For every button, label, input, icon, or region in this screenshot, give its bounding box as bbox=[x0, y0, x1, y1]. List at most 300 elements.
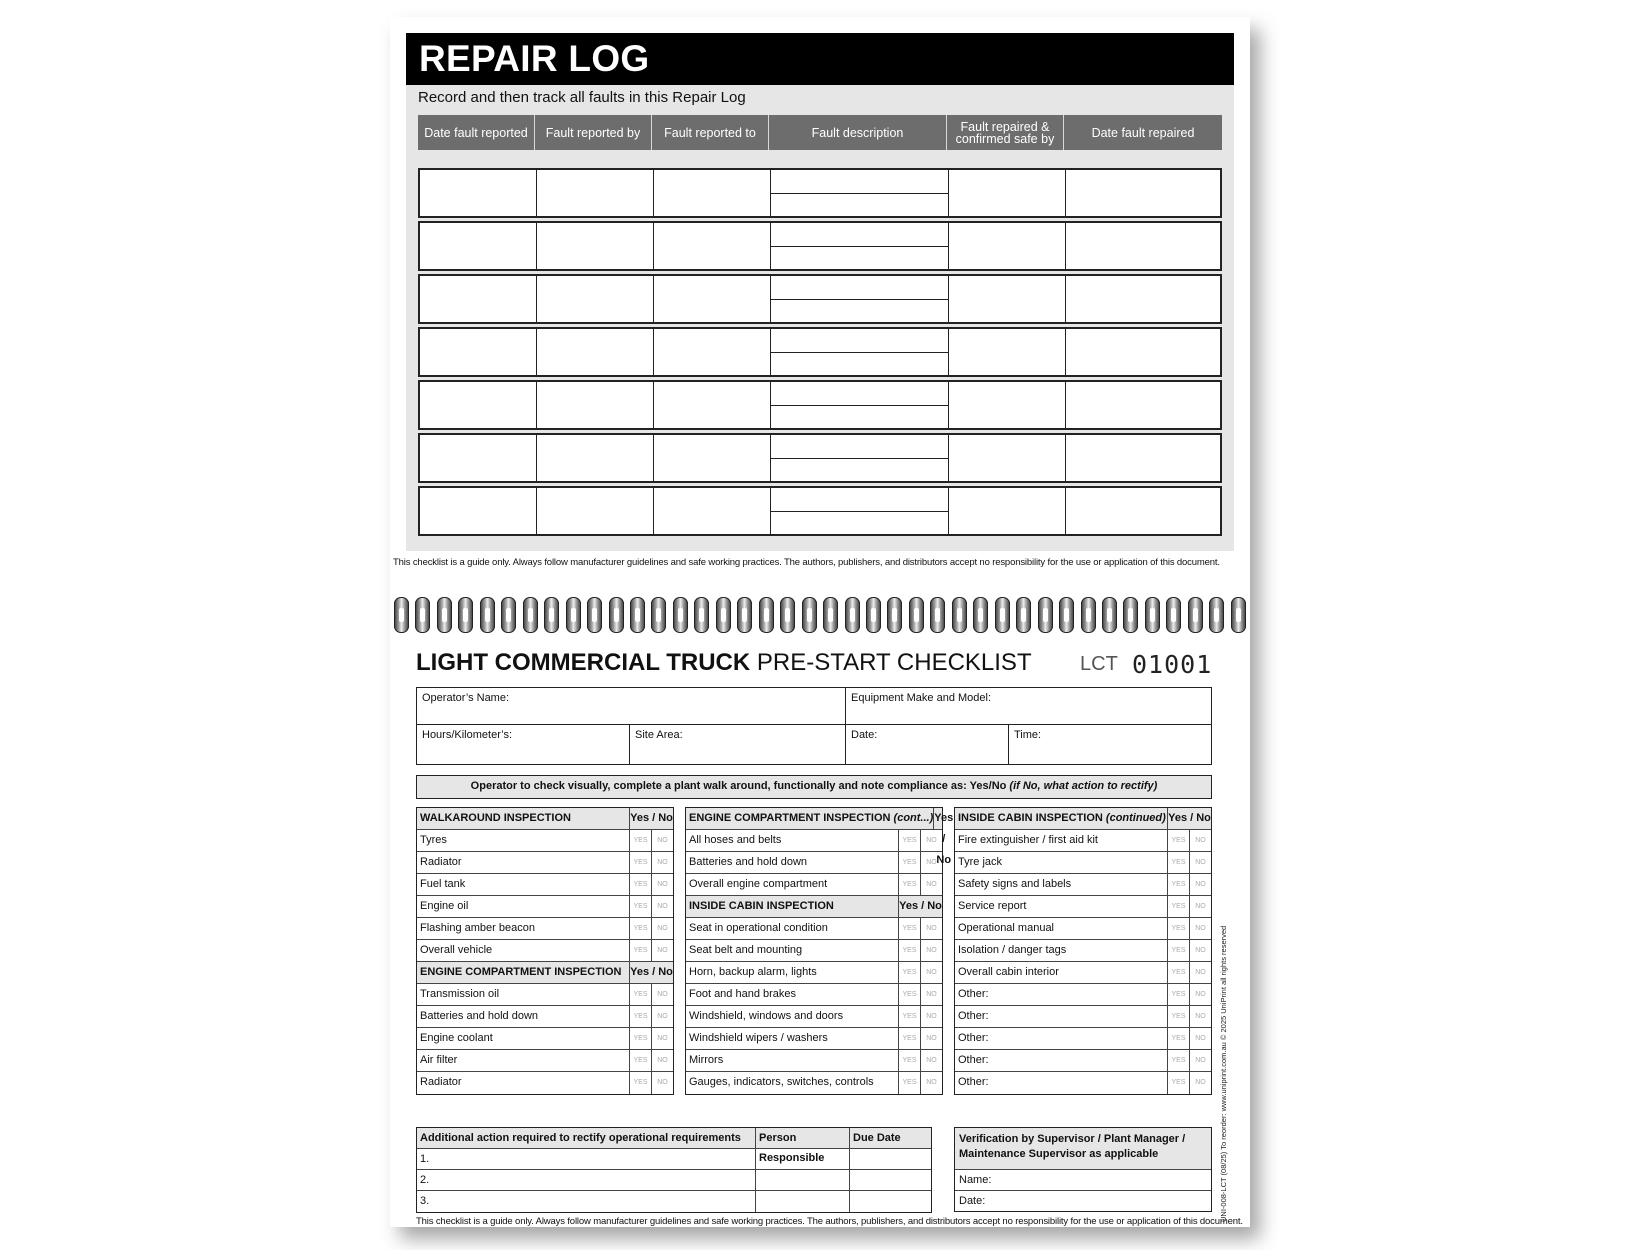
no-checkbox[interactable]: NO bbox=[920, 918, 942, 939]
checklist-item-label: Other: bbox=[958, 1010, 989, 1022]
repair-log-cell[interactable] bbox=[949, 170, 1066, 216]
operator-name-field[interactable]: Operator’s Name: bbox=[422, 692, 510, 704]
section-title bbox=[686, 896, 898, 917]
section-title-text: ENGINE COMPARTMENT INSPECTION bbox=[420, 966, 622, 978]
person-cell[interactable] bbox=[755, 1170, 849, 1190]
instruction-italic: (if No, what action to rectify) bbox=[1009, 780, 1158, 792]
description-line[interactable] bbox=[771, 382, 948, 406]
repair-log-cell[interactable] bbox=[654, 488, 771, 534]
yes-checkbox[interactable]: YES bbox=[1167, 896, 1189, 917]
yes-checkbox[interactable]: YES bbox=[898, 984, 920, 1005]
repair-log-cell[interactable] bbox=[420, 382, 537, 428]
no-checkbox[interactable]: NO bbox=[920, 874, 942, 895]
action-row-number[interactable]: 3. bbox=[420, 1195, 430, 1207]
yes-checkbox[interactable]: YES bbox=[1167, 984, 1189, 1005]
description-line[interactable] bbox=[771, 406, 948, 429]
spiral-coil bbox=[995, 597, 1010, 633]
repair-log-cell[interactable] bbox=[537, 382, 654, 428]
yes-checkbox[interactable]: YES bbox=[629, 830, 651, 851]
checklist-item-label: Other: bbox=[958, 988, 989, 1000]
checklist-item-label: Engine oil bbox=[420, 900, 469, 912]
spiral-coil bbox=[1081, 597, 1096, 633]
spiral-coil bbox=[1188, 597, 1203, 633]
no-checkbox[interactable]: NO bbox=[920, 1028, 942, 1049]
repair-log-cell[interactable] bbox=[1066, 276, 1220, 322]
section-title-text: INSIDE CABIN INSPECTION bbox=[689, 900, 834, 912]
checklist-item-label: Other: bbox=[958, 1076, 989, 1088]
repair-log-cell[interactable] bbox=[537, 276, 654, 322]
repair-log-subtitle: Record and then track all faults in this Repair Log bbox=[418, 89, 746, 106]
checklist-item bbox=[417, 1072, 673, 1094]
column-header: Fault reported by bbox=[535, 115, 652, 150]
yes-checkbox[interactable]: YES bbox=[898, 918, 920, 939]
description-line[interactable] bbox=[771, 435, 948, 459]
yes-no-header: Yes / No bbox=[1167, 808, 1211, 829]
repair-log-cell[interactable] bbox=[537, 488, 654, 534]
checklist-item-label: Gauges, indicators, switches, controls bbox=[689, 1076, 874, 1088]
reorder-note: UNI-008-LCT (08/25) To reorder: www.uniprint.com.au © 2025 UniPrint all rights reserved bbox=[1219, 925, 1228, 1222]
yes-checkbox[interactable]: YES bbox=[1167, 1006, 1189, 1027]
spiral-coil bbox=[1231, 597, 1246, 633]
checklist-item-label: Seat belt and mounting bbox=[689, 944, 803, 956]
no-checkbox[interactable]: NO bbox=[1189, 1006, 1211, 1027]
description-line[interactable] bbox=[771, 329, 948, 353]
no-checkbox[interactable]: NO bbox=[920, 1072, 942, 1094]
repair-log-cell[interactable] bbox=[949, 382, 1066, 428]
repair-log-row[interactable] bbox=[418, 433, 1222, 483]
checklist-item-label: Other: bbox=[958, 1032, 989, 1044]
spiral-coil bbox=[394, 597, 409, 633]
verification-box bbox=[954, 1127, 1212, 1212]
checklist-item-label: Windshield wipers / washers bbox=[689, 1032, 828, 1044]
action-table-header bbox=[417, 1128, 931, 1164]
repair-log-row[interactable] bbox=[418, 221, 1222, 271]
yes-checkbox[interactable]: YES bbox=[629, 852, 651, 873]
column-header: Fault reported to bbox=[652, 115, 769, 150]
checklist-item bbox=[955, 896, 1211, 918]
spiral-coil bbox=[1016, 597, 1031, 633]
checklist-item-label: Fire extinguisher / first aid kit bbox=[958, 834, 1098, 846]
section-title bbox=[417, 962, 629, 983]
yes-checkbox[interactable]: YES bbox=[1167, 940, 1189, 961]
repair-log-cell[interactable] bbox=[420, 170, 537, 216]
yes-checkbox[interactable]: YES bbox=[1167, 830, 1189, 851]
checklist-item bbox=[686, 852, 942, 874]
spiral-coil bbox=[802, 597, 817, 633]
yes-no-header: Yes / No bbox=[629, 962, 673, 983]
section-title bbox=[955, 808, 1167, 829]
checklist-column-1 bbox=[416, 807, 674, 1095]
column-header: Date fault repaired bbox=[1091, 125, 1195, 140]
repair-log-cell[interactable] bbox=[420, 435, 537, 481]
no-checkbox[interactable]: NO bbox=[651, 1072, 673, 1094]
description-line[interactable] bbox=[771, 459, 948, 482]
hours-field[interactable]: Hours/Kilometer’s: bbox=[422, 729, 513, 741]
no-checkbox[interactable]: NO bbox=[1189, 1028, 1211, 1049]
fault-description-cell[interactable] bbox=[771, 223, 949, 269]
checklist-item bbox=[417, 1006, 673, 1028]
yes-checkbox[interactable]: YES bbox=[1167, 918, 1189, 939]
spiral-coil bbox=[458, 597, 473, 633]
no-checkbox[interactable]: NO bbox=[1189, 830, 1211, 851]
no-checkbox[interactable]: NO bbox=[651, 1028, 673, 1049]
checklist-item bbox=[955, 940, 1211, 962]
yes-checkbox[interactable]: YES bbox=[629, 896, 651, 917]
checklist-item bbox=[417, 1028, 673, 1050]
divider bbox=[845, 688, 846, 764]
no-checkbox[interactable]: NO bbox=[920, 984, 942, 1005]
spiral-coil bbox=[694, 597, 709, 633]
yes-checkbox[interactable]: YES bbox=[629, 1050, 651, 1071]
checklist-item-label: Isolation / danger tags bbox=[958, 944, 1067, 956]
checklist-item-label: Operational manual bbox=[958, 922, 1055, 934]
no-checkbox[interactable]: NO bbox=[1189, 1050, 1211, 1071]
checklist-item-label: Radiator bbox=[420, 856, 462, 868]
repair-log-cell[interactable] bbox=[654, 435, 771, 481]
section-title-suffix: (cont...) bbox=[893, 812, 934, 824]
checklist-item-label: Overall cabin interior bbox=[958, 966, 1059, 978]
repair-log-column-headers bbox=[418, 115, 1222, 150]
spiral-coil bbox=[930, 597, 945, 633]
repair-log-cell[interactable] bbox=[420, 223, 537, 269]
repair-log-row[interactable] bbox=[418, 327, 1222, 377]
section-title-suffix: (continued) bbox=[1105, 812, 1166, 824]
action-row[interactable] bbox=[417, 1191, 931, 1212]
yes-checkbox[interactable]: YES bbox=[1167, 1028, 1189, 1049]
description-line[interactable] bbox=[771, 353, 948, 376]
repair-log-disclaimer: This checklist is a guide only. Always follow manufacturer guidelines and safe working practices. The authors, publishers, and distributors accept no responsibility for the use or application of this document. bbox=[393, 557, 1220, 568]
spiral-coil bbox=[673, 597, 688, 633]
no-checkbox[interactable]: NO bbox=[920, 852, 942, 873]
spiral-coil bbox=[415, 597, 430, 633]
no-checkbox[interactable]: NO bbox=[651, 918, 673, 939]
checklist-item-label: Foot and hand brakes bbox=[689, 988, 797, 1000]
action-row[interactable] bbox=[417, 1149, 931, 1170]
repair-log-cell[interactable] bbox=[537, 170, 654, 216]
no-checkbox[interactable]: NO bbox=[920, 1050, 942, 1071]
checklist-item-label: All hoses and belts bbox=[689, 834, 782, 846]
checklist-disclaimer: This checklist is a guide only. Always follow manufacturer guidelines and safe working practices. The authors, publishers, and distributors accept no responsibility for the use or application of this document. bbox=[416, 1216, 1243, 1227]
repair-log-cell[interactable] bbox=[949, 435, 1066, 481]
repair-log-cell[interactable] bbox=[949, 223, 1066, 269]
date-field[interactable]: Date: bbox=[851, 729, 878, 741]
description-line[interactable] bbox=[771, 300, 948, 323]
yes-checkbox[interactable]: YES bbox=[898, 1006, 920, 1027]
checklist-item bbox=[417, 918, 673, 940]
checklist-item-label: Batteries and hold down bbox=[420, 1010, 539, 1022]
repair-log-cell[interactable] bbox=[1066, 329, 1220, 375]
verification-header: Verification by Supervisor / Plant Manager / Maintenance Supervisor as applicable bbox=[955, 1128, 1211, 1170]
action-row-number[interactable]: 2. bbox=[420, 1174, 430, 1186]
checklist-item bbox=[686, 1006, 942, 1028]
repair-log-cell[interactable] bbox=[949, 488, 1066, 534]
fault-description-cell[interactable] bbox=[771, 488, 949, 534]
column-header: Fault description bbox=[769, 115, 947, 150]
spiral-coil bbox=[544, 597, 559, 633]
repair-log-cell[interactable] bbox=[654, 170, 771, 216]
checklist-item bbox=[686, 1050, 942, 1072]
no-checkbox[interactable]: NO bbox=[1189, 896, 1211, 917]
yes-checkbox[interactable]: YES bbox=[898, 852, 920, 873]
yes-checkbox[interactable]: YES bbox=[629, 984, 651, 1005]
checklist-item-label: Engine coolant bbox=[420, 1032, 493, 1044]
repair-log-cell[interactable] bbox=[537, 223, 654, 269]
spiral-coil bbox=[823, 597, 838, 633]
checklist-item-label: Horn, backup alarm, lights bbox=[689, 966, 817, 978]
spiral-coil bbox=[759, 597, 774, 633]
person-cell[interactable] bbox=[755, 1191, 849, 1212]
yes-checkbox[interactable]: YES bbox=[629, 874, 651, 895]
yes-checkbox[interactable]: YES bbox=[1167, 874, 1189, 895]
divider bbox=[417, 724, 1211, 725]
description-line[interactable] bbox=[771, 247, 948, 270]
repair-log-cell[interactable] bbox=[1066, 170, 1220, 216]
checklist-item bbox=[955, 918, 1211, 940]
yes-checkbox[interactable]: YES bbox=[898, 962, 920, 983]
spiral-coil bbox=[1038, 597, 1053, 633]
spiral-coil bbox=[1145, 597, 1160, 633]
checklist-item bbox=[686, 1028, 942, 1050]
checklist-item-label: Seat in operational condition bbox=[689, 922, 828, 934]
repair-log-row[interactable] bbox=[418, 168, 1222, 218]
action-table bbox=[416, 1127, 932, 1213]
due-date-cell[interactable] bbox=[849, 1170, 931, 1190]
spiral-coil bbox=[1166, 597, 1181, 633]
repair-log-cell[interactable] bbox=[654, 329, 771, 375]
description-line[interactable] bbox=[771, 170, 948, 194]
checklist-item bbox=[417, 984, 673, 1006]
checklist-item-label: Tyres bbox=[420, 834, 447, 846]
checklist-item-label: Service report bbox=[958, 900, 1027, 912]
person-cell[interactable] bbox=[755, 1149, 849, 1169]
repair-log-cell[interactable] bbox=[949, 276, 1066, 322]
spiral-coil bbox=[1059, 597, 1074, 633]
instruction-banner bbox=[416, 775, 1212, 799]
no-checkbox[interactable]: NO bbox=[920, 1006, 942, 1027]
operator-info-grid bbox=[416, 687, 1212, 765]
description-line[interactable] bbox=[771, 194, 948, 217]
yes-checkbox[interactable]: YES bbox=[629, 918, 651, 939]
spiral-coil bbox=[1209, 597, 1224, 633]
no-checkbox[interactable]: NO bbox=[651, 984, 673, 1005]
spiral-coil bbox=[566, 597, 581, 633]
checklist-item bbox=[955, 1006, 1211, 1028]
description-line[interactable] bbox=[771, 488, 948, 512]
no-checkbox[interactable]: NO bbox=[1189, 940, 1211, 961]
repair-log-cell[interactable] bbox=[420, 488, 537, 534]
yes-checkbox[interactable]: YES bbox=[629, 1006, 651, 1027]
spiral-coil bbox=[1102, 597, 1117, 633]
repair-log-row[interactable] bbox=[418, 380, 1222, 430]
spiral-coil bbox=[716, 597, 731, 633]
repair-log-cell[interactable] bbox=[420, 329, 537, 375]
no-checkbox[interactable]: NO bbox=[1189, 918, 1211, 939]
spiral-coil bbox=[609, 597, 624, 633]
no-checkbox[interactable]: NO bbox=[920, 962, 942, 983]
checklist-item bbox=[955, 1050, 1211, 1072]
spiral-coil bbox=[587, 597, 602, 633]
fault-description-cell[interactable] bbox=[771, 170, 949, 216]
checklist-item-label: Other: bbox=[958, 1054, 989, 1066]
description-line[interactable] bbox=[771, 223, 948, 247]
spiral-coil bbox=[845, 597, 860, 633]
checklist-item bbox=[686, 962, 942, 984]
section-header bbox=[417, 962, 673, 984]
spiral-coil bbox=[651, 597, 666, 633]
repair-log-cell[interactable] bbox=[1066, 223, 1220, 269]
yes-checkbox[interactable]: YES bbox=[629, 940, 651, 961]
due-date-cell[interactable] bbox=[849, 1191, 931, 1212]
repair-log-cell[interactable] bbox=[537, 435, 654, 481]
repair-log-title: REPAIR LOG bbox=[406, 33, 1234, 85]
repair-log-row[interactable] bbox=[418, 486, 1222, 536]
no-checkbox[interactable]: NO bbox=[920, 830, 942, 851]
checklist-item-label: Air filter bbox=[420, 1054, 458, 1066]
description-line[interactable] bbox=[771, 512, 948, 535]
spiral-coil bbox=[909, 597, 924, 633]
section-title-text: INSIDE CABIN INSPECTION bbox=[958, 812, 1103, 824]
repair-log-cell[interactable] bbox=[1066, 488, 1220, 534]
yes-checkbox[interactable]: YES bbox=[898, 1050, 920, 1071]
checklist-title-bold: LIGHT COMMERCIAL TRUCK bbox=[416, 649, 751, 676]
time-field[interactable]: Time: bbox=[1014, 729, 1042, 741]
checklist-item bbox=[686, 1072, 942, 1094]
fault-description-cell[interactable] bbox=[771, 435, 949, 481]
no-checkbox[interactable]: NO bbox=[651, 830, 673, 851]
section-title-text: WALKAROUND INSPECTION bbox=[420, 812, 571, 824]
fault-description-cell[interactable] bbox=[771, 382, 949, 428]
checklist-item bbox=[955, 962, 1211, 984]
checklist-item bbox=[955, 1028, 1211, 1050]
due-date-header: Due Date bbox=[849, 1128, 931, 1148]
yes-no-header: Yes / No bbox=[933, 808, 953, 829]
checklist-item bbox=[686, 830, 942, 852]
no-checkbox[interactable]: NO bbox=[651, 940, 673, 961]
yes-no-header: Yes / No bbox=[629, 808, 673, 829]
action-header: Additional action required to rectify operational requirements bbox=[420, 1132, 741, 1144]
spiral-coil bbox=[737, 597, 752, 633]
spiral-coil bbox=[501, 597, 516, 633]
yes-checkbox[interactable]: YES bbox=[898, 1072, 920, 1094]
spiral-coil bbox=[1123, 597, 1138, 633]
fault-description-cell[interactable] bbox=[771, 329, 949, 375]
instruction-text: Operator to check visually, complete a plant walk around, functionally and note compliance as: Yes/No bbox=[470, 780, 1007, 792]
yes-no-header: Yes / No bbox=[898, 896, 942, 917]
no-checkbox[interactable]: NO bbox=[651, 1050, 673, 1071]
yes-checkbox[interactable]: YES bbox=[1167, 1050, 1189, 1071]
yes-checkbox[interactable]: YES bbox=[898, 1028, 920, 1049]
section-title bbox=[417, 808, 629, 829]
no-checkbox[interactable]: NO bbox=[651, 852, 673, 873]
checklist-item-label: Transmission oil bbox=[420, 988, 500, 1000]
spiral-binding bbox=[390, 597, 1250, 637]
checklist-item-label: Mirrors bbox=[689, 1054, 724, 1066]
checklist-item bbox=[955, 830, 1211, 852]
yes-checkbox[interactable]: YES bbox=[629, 1028, 651, 1049]
checklist-item-label: Overall vehicle bbox=[420, 944, 493, 956]
repair-log-cell[interactable] bbox=[1066, 382, 1220, 428]
yes-checkbox[interactable]: YES bbox=[1167, 962, 1189, 983]
checklist-item bbox=[955, 852, 1211, 874]
spiral-coil bbox=[887, 597, 902, 633]
yes-checkbox[interactable]: YES bbox=[898, 830, 920, 851]
no-checkbox[interactable]: NO bbox=[1189, 1072, 1211, 1094]
checklist-item bbox=[955, 874, 1211, 896]
checklist-code: LCT bbox=[1080, 653, 1118, 675]
action-row[interactable] bbox=[417, 1170, 931, 1191]
no-checkbox[interactable]: NO bbox=[1189, 874, 1211, 895]
checklist-item-label: Fuel tank bbox=[420, 878, 466, 890]
no-checkbox[interactable]: NO bbox=[651, 896, 673, 917]
site-area-field[interactable]: Site Area: bbox=[635, 729, 683, 741]
verification-date-field[interactable]: Date: bbox=[959, 1195, 986, 1207]
checklist-serial-number: 01001 bbox=[1132, 650, 1213, 679]
section-title bbox=[686, 808, 933, 829]
column-header: Date fault reported bbox=[418, 115, 535, 150]
checklist-item bbox=[686, 940, 942, 962]
description-line[interactable] bbox=[771, 276, 948, 300]
checklist-item-label: Tyre jack bbox=[958, 856, 1003, 868]
repair-log-cell[interactable] bbox=[420, 276, 537, 322]
checklist-item bbox=[417, 830, 673, 852]
checklist-item bbox=[686, 918, 942, 940]
spiral-coil bbox=[973, 597, 988, 633]
repair-log-cell[interactable] bbox=[949, 329, 1066, 375]
repair-log-row[interactable] bbox=[418, 274, 1222, 324]
equipment-field[interactable]: Equipment Make and Model: bbox=[851, 692, 992, 704]
repair-log-cell[interactable] bbox=[1066, 435, 1220, 481]
checklist-item-label: Radiator bbox=[420, 1076, 462, 1088]
no-checkbox[interactable]: NO bbox=[1189, 852, 1211, 873]
no-checkbox[interactable]: NO bbox=[651, 1006, 673, 1027]
checklist-title-rest: PRE-START CHECKLIST bbox=[756, 649, 1032, 676]
yes-checkbox[interactable]: YES bbox=[898, 940, 920, 961]
no-checkbox[interactable]: NO bbox=[651, 874, 673, 895]
spiral-coil bbox=[480, 597, 495, 633]
action-row-number[interactable]: 1. bbox=[420, 1153, 430, 1165]
spiral-coil bbox=[866, 597, 881, 633]
checklist-item bbox=[417, 1050, 673, 1072]
repair-log-cell[interactable] bbox=[654, 223, 771, 269]
fault-description-cell[interactable] bbox=[771, 276, 949, 322]
checklist-item-label: Flashing amber beacon bbox=[420, 922, 535, 934]
yes-checkbox[interactable]: YES bbox=[1167, 852, 1189, 873]
divider bbox=[1008, 724, 1009, 764]
spiral-coil bbox=[437, 597, 452, 633]
repair-log-cell[interactable] bbox=[654, 276, 771, 322]
due-date-cell[interactable] bbox=[849, 1149, 931, 1169]
checklist-item-label: Windshield, windows and doors bbox=[689, 1010, 844, 1022]
no-checkbox[interactable]: NO bbox=[1189, 962, 1211, 983]
spiral-coil bbox=[952, 597, 967, 633]
no-checkbox[interactable]: NO bbox=[920, 940, 942, 961]
yes-checkbox[interactable]: YES bbox=[898, 874, 920, 895]
spiral-coil bbox=[780, 597, 795, 633]
section-header bbox=[417, 808, 673, 830]
repair-log-cell[interactable] bbox=[537, 329, 654, 375]
repair-log-cell[interactable] bbox=[654, 382, 771, 428]
yes-checkbox[interactable]: YES bbox=[1167, 1072, 1189, 1094]
checklist-item bbox=[417, 852, 673, 874]
checklist-item bbox=[955, 1072, 1211, 1094]
yes-checkbox[interactable]: YES bbox=[629, 1072, 651, 1094]
checklist-item bbox=[686, 874, 942, 896]
checklist-item bbox=[955, 984, 1211, 1006]
repair-log-panel bbox=[406, 33, 1234, 551]
checklist-item bbox=[417, 874, 673, 896]
verification-name-field[interactable]: Name: bbox=[955, 1170, 1211, 1191]
no-checkbox[interactable]: NO bbox=[1189, 984, 1211, 1005]
